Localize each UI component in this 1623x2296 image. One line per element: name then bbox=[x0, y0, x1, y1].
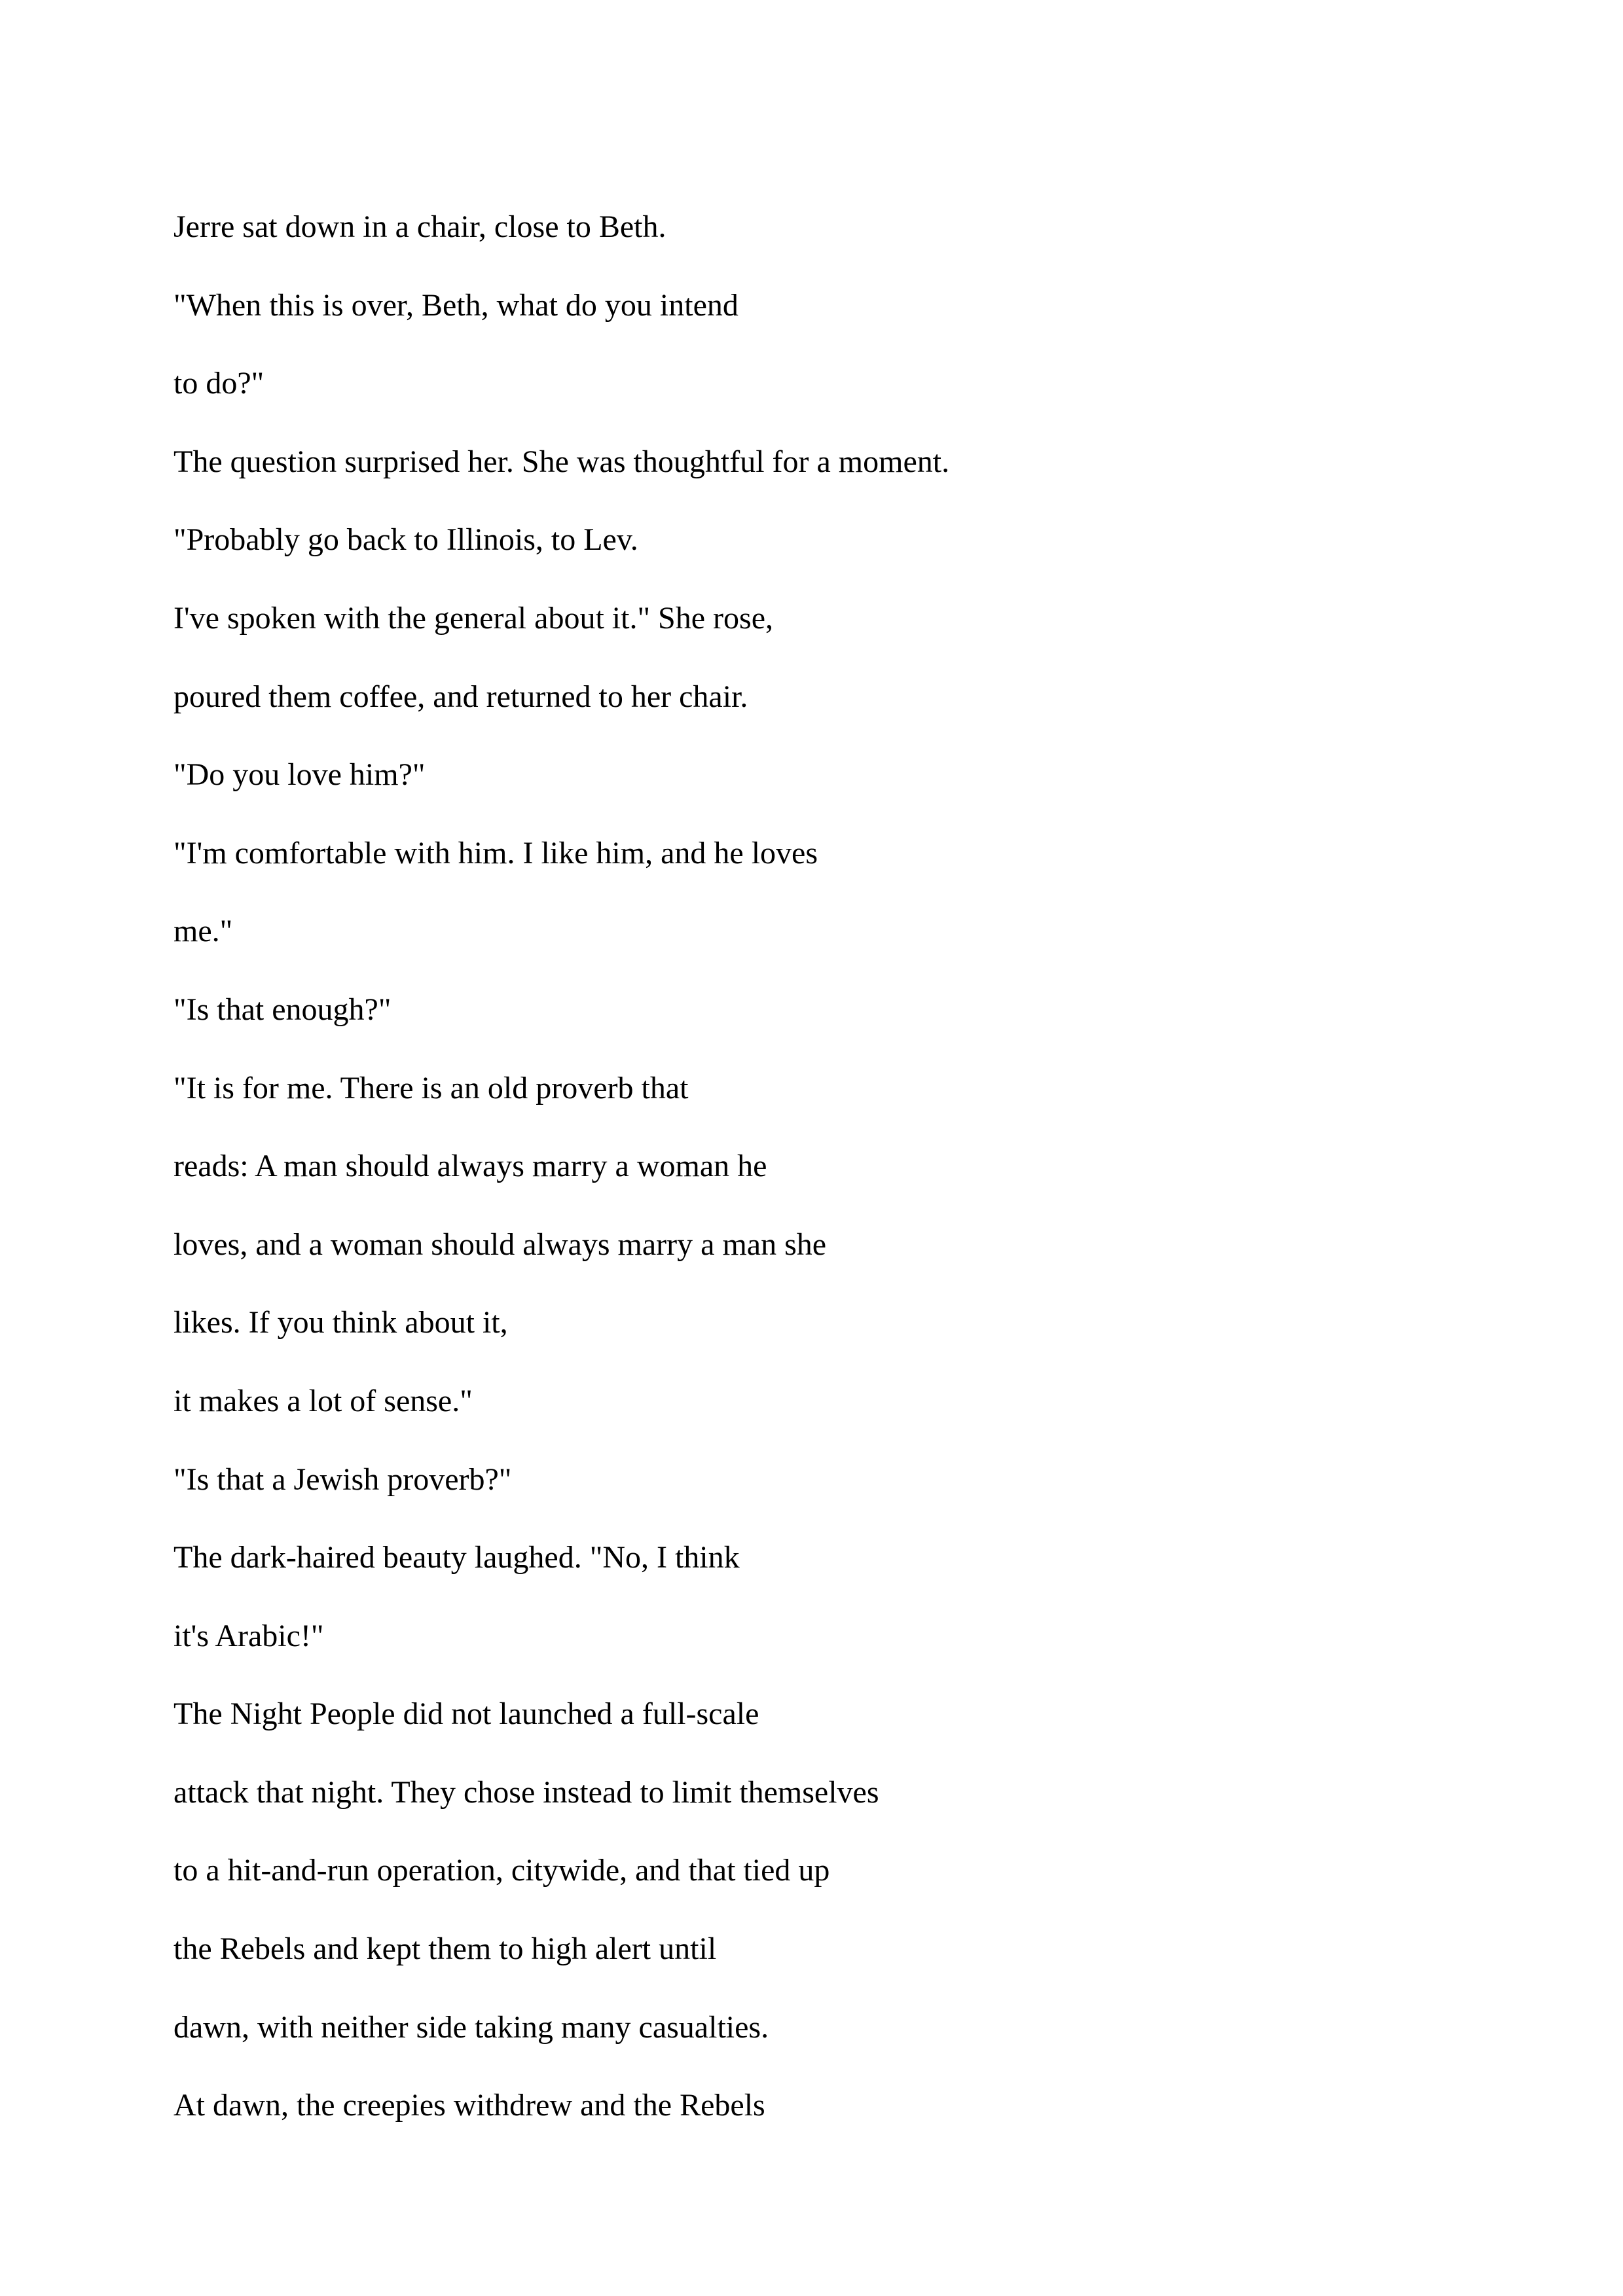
text-line: loves, and a woman should always marry a man she bbox=[173, 1227, 827, 1262]
text-line: At dawn, the creepies withdrew and the Rebels bbox=[173, 2088, 765, 2123]
text-line: it makes a lot of sense." bbox=[173, 1383, 473, 1418]
text-line: The Night People did not launched a full-scale bbox=[173, 1696, 759, 1732]
text-line: The dark-haired beauty laughed. "No, I think bbox=[173, 1540, 740, 1575]
text-line: "Do you love him?" bbox=[173, 757, 426, 793]
text-line: "It is for me. There is an old proverb that bbox=[173, 1070, 689, 1105]
text-line: "I'm comfortable with him. I like him, and he loves bbox=[173, 835, 818, 870]
text-line: "When this is over, Beth, what do you intend bbox=[173, 287, 739, 323]
body-text bbox=[173, 188, 1483, 2145]
text-line: I've spoken with the general about it." She rose, bbox=[173, 600, 774, 636]
text-line: dawn, with neither side taking many casualties. bbox=[173, 2009, 769, 2045]
text-line: "Is that a Jewish proverb?" bbox=[173, 1462, 512, 1497]
text-line: to a hit-and-run operation, citywide, and that tied up bbox=[173, 1853, 830, 1888]
text-line: The question surprised her. She was thoughtful for a moment. bbox=[173, 444, 950, 479]
text-line: reads: A man should always marry a woman he bbox=[173, 1149, 767, 1184]
text-line: the Rebels and kept them to high alert until bbox=[173, 1931, 717, 1967]
text-line: "Probably go back to Illinois, to Lev. bbox=[173, 522, 638, 558]
text-line: to do?" bbox=[173, 366, 264, 401]
text-line: likes. If you think about it, bbox=[173, 1305, 508, 1340]
text-line: Jerre sat down in a chair, close to Beth. bbox=[173, 209, 666, 244]
text-line: poured them coffee, and returned to her chair. bbox=[173, 679, 748, 714]
text-line: "Is that enough?" bbox=[173, 992, 392, 1027]
text-line: me." bbox=[173, 914, 233, 949]
text-line: it's Arabic!" bbox=[173, 1618, 324, 1653]
text-line: attack that night. They chose instead to limit themselves bbox=[173, 1774, 879, 1810]
